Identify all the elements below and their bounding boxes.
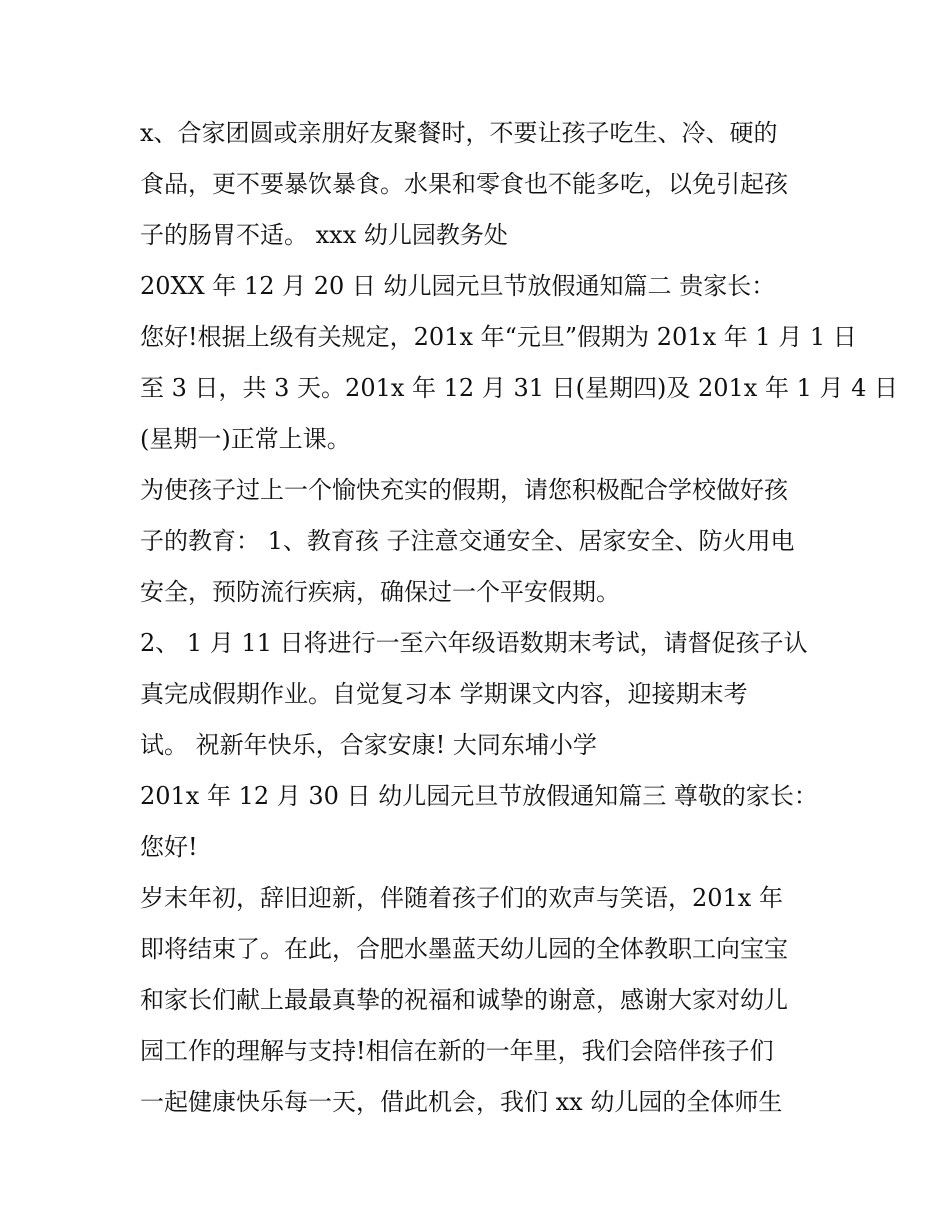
text-line: 即将结束了。在此，合肥水墨蓝天幼儿园的全体教职工向宝宝 [140, 935, 788, 963]
text-line: 为使孩子过上一个愉快充实的假期，请您积极配合学校做好孩 [140, 476, 788, 504]
text-line: (星期一)正常上课。 [140, 425, 351, 453]
text-line: 201x 年 12 月 30 日 幼儿园元旦节放假通知篇三 尊敬的家长： [140, 782, 818, 810]
text-line: 20XX 年 12 月 20 日 幼儿园元旦节放假通知篇二 贵家长： [140, 272, 776, 300]
text-line: 至 3 日，共 3 天。201x 年 12 月 31 日(星期四)及 201x 年 1 月 4 日 [140, 374, 899, 402]
text-line: 子的教育： 1、教育孩 子注意交通安全、居家安全、防火用电 [140, 527, 795, 555]
text-line: 真完成假期作业。自觉复习本 学期课文内容，迎接期末考 [140, 680, 748, 708]
text-line: 2、 1 月 11 日将进行一至六年级语数期末考试，请督促孩子认 [140, 629, 808, 657]
text-line: 安全，预防流行疾病，确保过一个平安假期。 [140, 578, 620, 606]
text-line: 您好! [140, 833, 198, 861]
text-line: 园工作的理解与支持!相信在新的一年里，我们会陪伴孩子们 [140, 1037, 774, 1065]
document-body [140, 108, 899, 1128]
text-line: 一起健康快乐每一天，借此机会，我们 xx 幼儿园的全体师生 [140, 1088, 783, 1116]
text-line: 和家长们献上最最真挚的祝福和诚挚的谢意，感谢大家对幼儿 [140, 986, 788, 1014]
text-line: 食品，更不要暴饮暴食。水果和零食也不能多吃，以免引起孩 [140, 170, 788, 198]
text-line: 您好!根据上级有关规定，201x 年“元旦”假期为 201x 年 1 月 1 日 [140, 323, 857, 351]
text-line: x、合家团圆或亲朋好友聚餐时，不要让孩子吃生、冷、硬的 [140, 119, 778, 147]
text-line: 试。 祝新年快乐，合家安康! 大同东埔小学 [140, 731, 597, 759]
text-line: 子的肠胃不适。 xxx 幼儿园教务处 [140, 221, 508, 249]
text-line: 岁末年初，辞旧迎新，伴随着孩子们的欢声与笑语，201x 年 [140, 884, 783, 912]
